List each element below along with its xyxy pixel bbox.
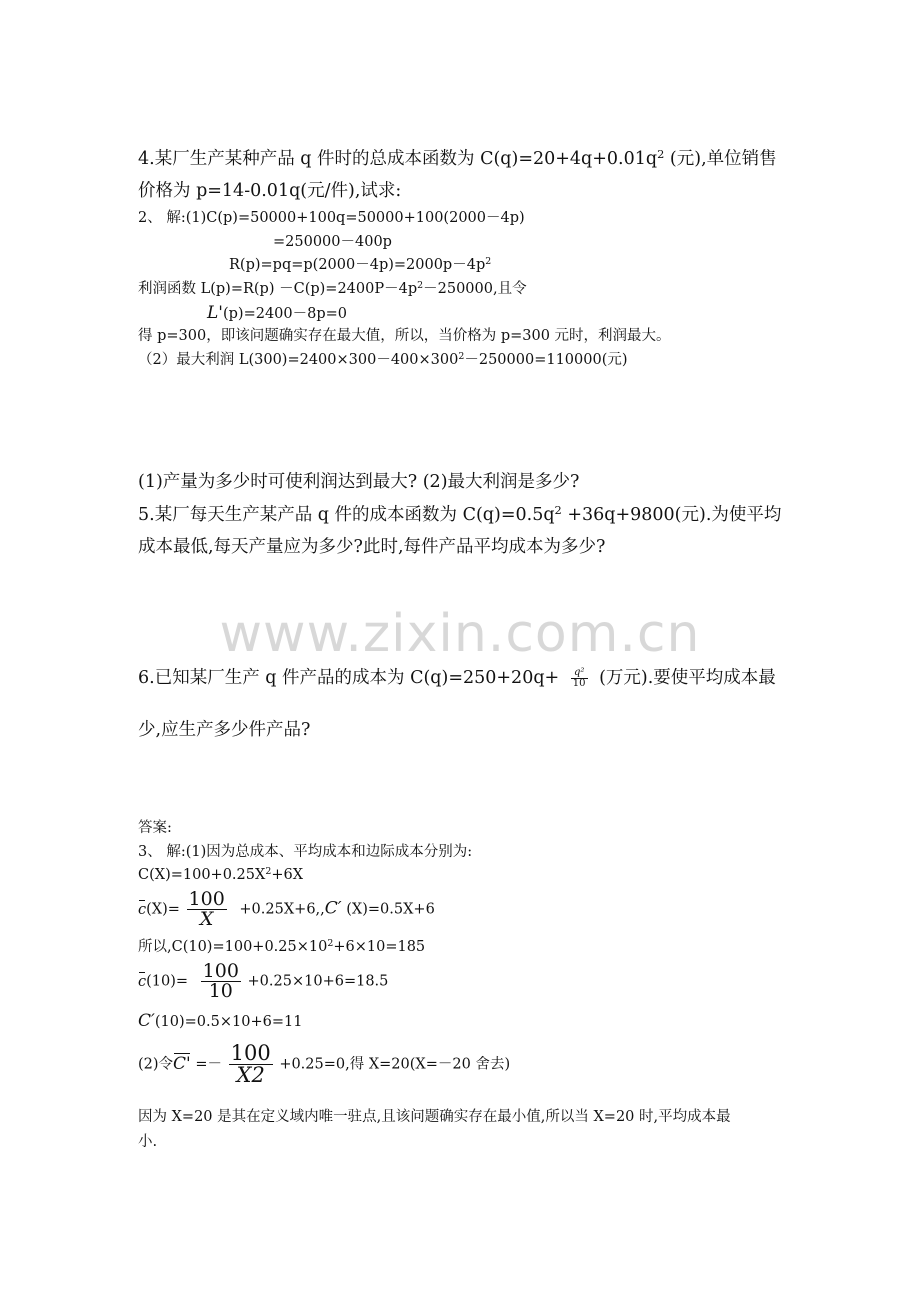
sol2-line-3: $R(p)=pq=p(2000-4p)=2000p-4p^2$	[229, 255, 492, 273]
q5-line-2: 成本最低,每天产量应为多少?此时,每件产品平均成本为多少?	[138, 537, 606, 557]
sol2-line-4: 利润函数 $L(p)=R(p) -C(p)=2400P-4p^2-250000$,且令	[138, 279, 527, 297]
sol2-line-1: 2、 解:(1)C(p)=50000+100q=50000+100(2000－4p)	[138, 210, 525, 226]
q4-line-2: 价格为 p=14-0.01q(元/件),试求:	[138, 181, 402, 201]
q6-fraction: $\frac{\text{q²}}{10}$	[572, 667, 586, 689]
q4-line-1: 4.某厂生产某种产品 q 件时的总成本函数为 $C(q)=20+4q+0.01q^2$ (元),单位销售	[138, 146, 777, 169]
q4-parts: (1)产量为多少时可使利润达到最大? (2)最大利润是多少?	[138, 472, 580, 492]
answers-line-5: c(10)= $\frac{100}{10}$ +0.25×10+6=18.5	[138, 960, 389, 1002]
answers-line-2: $C(X)=100+0.25X^2+6X$	[138, 865, 304, 883]
answers-line-7: (2)令C' =－ $\frac{100}{X2}$ +0.25=0,得 X=20(X=－20 舍去)	[138, 1041, 511, 1087]
q6-line-1: 6.已知某厂生产 q 件产品的成本为 C(q)=250+20q+ $\frac{\text{q²}}{10}$ (万元).要使平均成本最	[138, 667, 776, 689]
answers-line-9: 小.	[138, 1134, 158, 1150]
sol2-line-2: =250000－400p	[273, 234, 392, 250]
sol2-line-7: （2）最大利润 $L(300)=2400\times 300-400\times 300^2-250000=110000$(元)	[138, 350, 628, 368]
answers-line-8: 因为 X=20 是其在定义域内唯一驻点,且该问题确实存在最小值,所以当 X=20 时,平均成本最	[138, 1109, 731, 1125]
sol2-line-6: 得 p=300，即该问题确实存在最大值，所以，当价格为 p=300 元时，利润最大。	[138, 328, 671, 344]
answers-line-4: 所以$,C(10)=100+0.25\times 10^2+6\times 10=185$	[138, 937, 426, 955]
answers-line-1: 3、 解:(1)因为总成本、平均成本和边际成本分别为:	[138, 844, 473, 860]
answers-line-6: C′(10)=0.5×10+6=11	[138, 1011, 303, 1031]
answers-fraction-3: $\frac{100}{X2}$	[230, 1041, 271, 1087]
q5-line-1: 5.某厂每天生产某产品 q 件的成本函数为 $C(q)=0.5q^2 +36q+9800$(元).为使平均	[138, 502, 782, 525]
answers-line-3: c(X)= $\frac{100}{X}$ +0.25X+6,,C′ (X)=0.5X+6	[138, 888, 435, 930]
watermark: www.zixin.com.cn	[219, 604, 701, 664]
q6-line-2: 少,应生产多少件产品?	[138, 720, 311, 740]
answers-heading: 答案:	[138, 820, 172, 836]
answers-fraction-2: $\frac{100}{10}$	[202, 960, 239, 1002]
sol2-line-5: L'(p)=2400－8p=0	[207, 303, 347, 323]
answers-fraction-1: $\frac{100}{X}$	[188, 888, 225, 930]
